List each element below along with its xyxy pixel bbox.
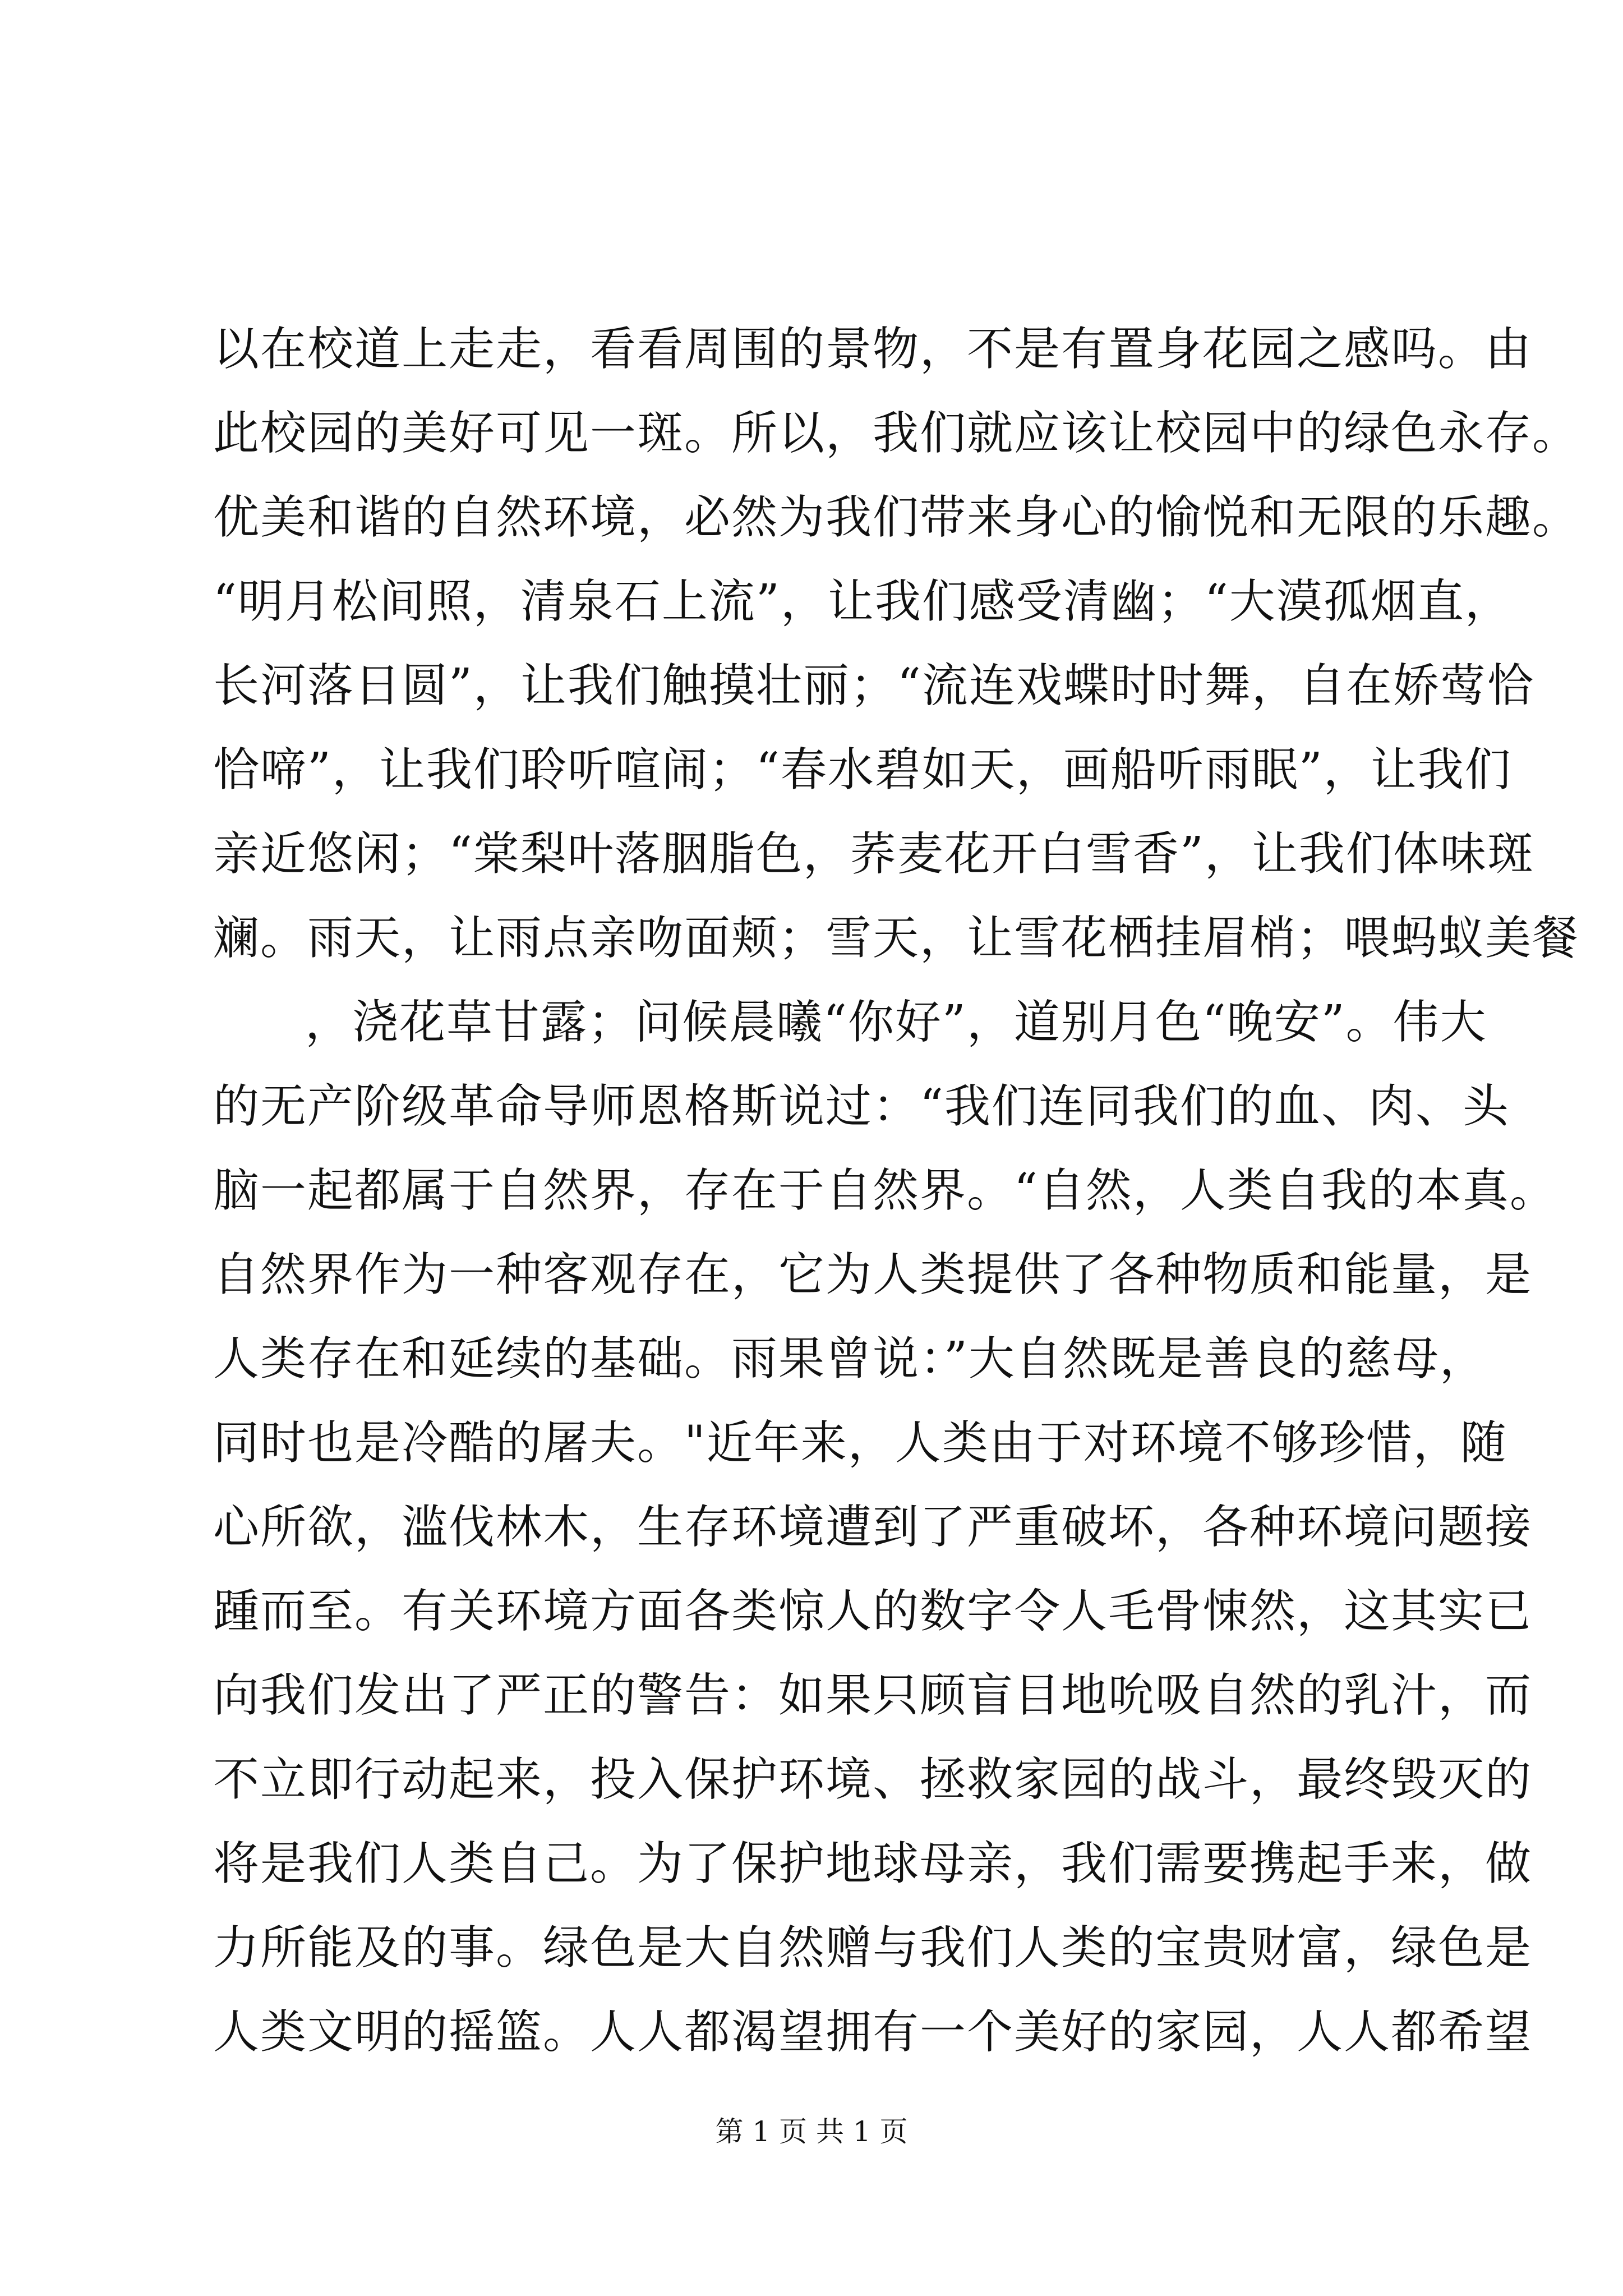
text-line: 力所能及的事。绿色是大自然赠与我们人类的宝贵财富，绿色是 bbox=[213, 1921, 1533, 1975]
text-line: 长河落日圆”，让我们触摸壮丽；“流连戏蝶时时舞，自在娇莺恰 bbox=[213, 659, 1534, 712]
text-line: 优美和谐的自然环境，必然为我们带来身心的愉悦和无限的乐趣。 bbox=[213, 491, 1580, 544]
text-line: “明月松间照，清泉石上流”，让我们感受清幽；“大漠孤烟直， bbox=[213, 575, 1512, 628]
text-line: 斓。雨天，让雨点亲吻面颊；雪天，让雪花栖挂眉梢；喂蚂蚁美餐 bbox=[213, 912, 1580, 965]
text-line: 自然界作为一种客观存在，它为人类提供了各种物质和能量，是 bbox=[213, 1248, 1533, 1301]
text-line: 向我们发出了严正的警告：如果只顾盲目地吮吸自然的乳汁，而 bbox=[213, 1669, 1533, 1722]
text-line: 踵而至。有关环境方面各类惊人的数字令人毛骨悚然，这其实已 bbox=[213, 1585, 1533, 1638]
text-line: 人类文明的摇篮。人人都渴望拥有一个美好的家园，人人都希望 bbox=[213, 2005, 1533, 2059]
text-line: 此校园的美好可见一斑。所以，我们就应该让校园中的绿色永存。 bbox=[213, 407, 1580, 460]
text-line: 人类存在和延续的基础。雨果曾说：”大自然既是善良的慈母， bbox=[213, 1332, 1487, 1386]
text-line: 将是我们人类自己。为了保护地球母亲，我们需要携起手来，做 bbox=[213, 1837, 1533, 1890]
page-number: 第 1 页 共 1 页 bbox=[715, 2115, 908, 2148]
text-line: 以在校道上走走，看看周围的景物，不是有置身花园之感吗。由 bbox=[213, 323, 1533, 376]
text-line: 同时也是冷酷的屠夫。"近年来，人类由于对环境不够珍惜，随 bbox=[213, 1416, 1507, 1470]
body-text bbox=[213, 307, 1580, 2074]
text-line: 的无产阶级革命导师恩格斯说过：“我们连同我们的血、肉、头 bbox=[213, 1080, 1510, 1133]
page-footer bbox=[0, 2109, 1623, 2150]
text-line: 脑一起都属于自然界，存在于自然界。“自然，人类自我的本真。 bbox=[213, 1164, 1557, 1217]
text-line: 恰啼”，让我们聆听喧闹；“春水碧如天，画船听雨眠”，让我们 bbox=[213, 743, 1512, 797]
text-line: ，浇花草甘露；问候晨曦“你好”，道别月色“晚安”。伟大 bbox=[305, 996, 1487, 1049]
text-line: 亲近悠闲；“棠梨叶落胭脂色，荞麦花开白雪香”，让我们体味斑 bbox=[213, 827, 1534, 881]
text-line: 心所欲，滥伐林木，生存环境遭到了严重破坏，各种环境问题接 bbox=[213, 1501, 1533, 1554]
text-line: 不立即行动起来，投入保护环境、拯救家园的战斗，最终毁灭的 bbox=[213, 1753, 1533, 1806]
